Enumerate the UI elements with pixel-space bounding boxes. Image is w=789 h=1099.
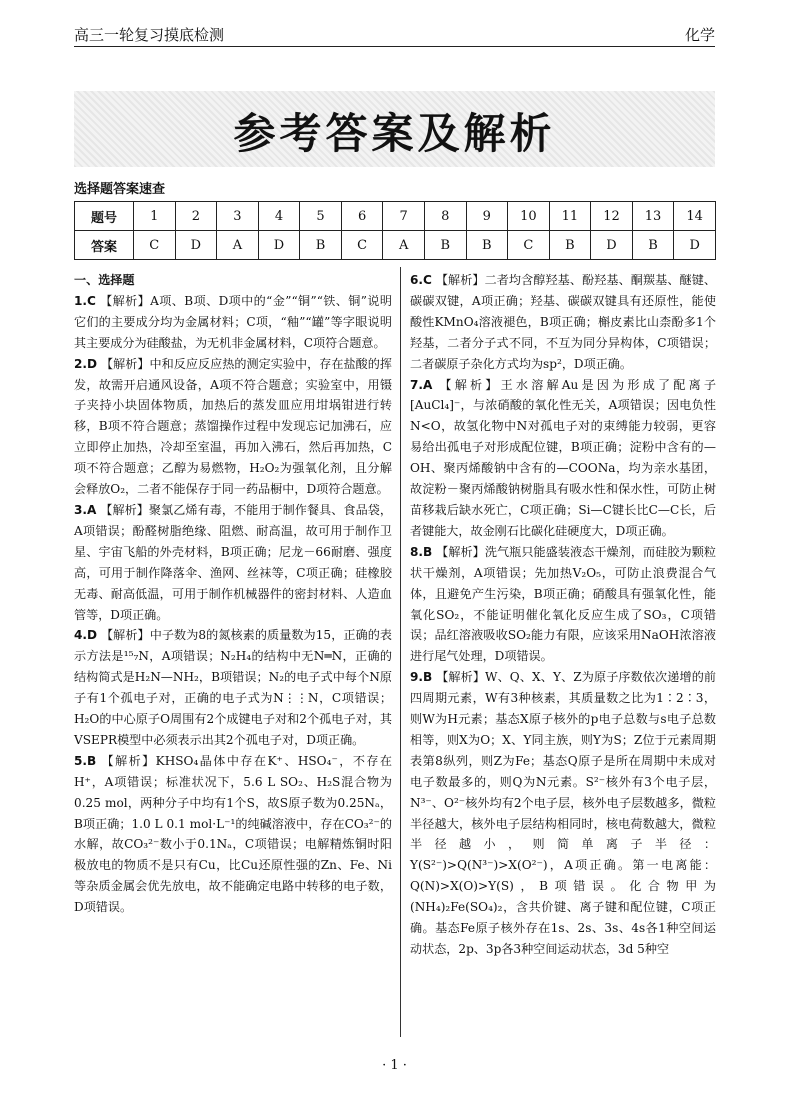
question-number-cell: 13 — [632, 202, 674, 231]
row-label-number: 题号 — [75, 202, 134, 231]
answer-table — [74, 201, 716, 260]
item-number-answer: 8.B — [410, 544, 433, 559]
row-label-answer: 答案 — [75, 231, 134, 260]
answer-cell: D — [175, 231, 217, 260]
section-title: 一、选择题 — [74, 273, 135, 287]
answer-cell: B — [632, 231, 674, 260]
answer-table-answer-row — [75, 231, 716, 260]
explanation-item — [74, 500, 392, 625]
item-number-answer: 9.B — [410, 670, 433, 685]
item-explanation-text: 【解析】KHSO₄晶体中存在K⁺、HSO₄⁻，不存在H⁺，A项错误；标准状况下，5.6 L SO₂、H₂S混合物为0.25 mol，两种分子中均有1个S，故S原子数为0.25Nₐ，B项正确；1.0 L 0.1 mol·L⁻¹的纯碱溶液中，存在CO₃²⁻的水解，故CO₃²⁻数小于0.1Nₐ，C项错误；电解精炼铜时阳极放电的物质不是只有Cu，比Cu还原性强的Zn、Fe、Ni等杂质金属会优先放电，故不能确定电路中转移的电子数，D项错误。 — [74, 753, 392, 915]
answer-cell: B — [466, 231, 508, 260]
answer-cell: D — [258, 231, 300, 260]
column-divider — [400, 267, 401, 1037]
question-number-cell: 11 — [549, 202, 591, 231]
right-column — [410, 270, 716, 960]
explanation-item — [410, 542, 716, 667]
item-number-answer: 6.C — [410, 273, 432, 287]
explanation-item — [410, 375, 716, 542]
answer-cell: B — [424, 231, 466, 260]
header-subject: 化学 — [684, 26, 715, 44]
banner-title: 参考答案及解析 — [233, 109, 556, 158]
item-number-answer: 3.A — [74, 502, 97, 517]
explanation-item — [410, 667, 716, 960]
answer-cell: C — [134, 231, 176, 260]
explanation-item — [410, 270, 716, 375]
question-number-cell: 12 — [591, 202, 633, 231]
question-number-cell: 5 — [300, 202, 342, 231]
question-number-cell: 3 — [217, 202, 259, 231]
answer-cell: B — [300, 231, 342, 260]
item-explanation-text: 【解析】W、Q、X、Y、Z为原子序数依次递增的前四周期元素，W有3种核素，其质量数之比为1∶2∶3，则W为H元素；基态X原子核外的p电子总数与s电子总数相等，则X为O；X、Y同主族，则Y为S；Z位于元素周期表第8纵列，则Z为Fe；基态Q原子是所在周期中未成对电子数最多的，则Q为N元素。S²⁻核外有3个电子层，N³⁻、O²⁻核外均有2个电子层，核外电子层数越多，微粒半径越大，核外电子层结构相同时，核电荷数越大，微粒半径越小，则简单离子半径：Y(S²⁻)>Q(N³⁻)>X(O²⁻)，A项正确。第一电离能：Q(N)>X(O)>Y(S)，B项错误。化合物甲为(NH₄)₂Fe(SO₄)₂，含共价键、离子键和配位键，C项正确。基态Fe原子核外存在1s、2s、3s、4s各1种空间运动状态，2p、3p各3种空间运动状态，3d 5种空 — [410, 670, 716, 956]
item-explanation-text: 【解析】洗气瓶只能盛装液态干燥剂，而硅胶为颗粒状干燥剂，A项错误；先加热V₂O₅，可防止浪费混合气体，且避免产生污染，B项正确；硝酸具有强氧化性，能氧化SO₂，不能证明催化氧化反应生成了SO₃，C项错误；品红溶液吸收SO₂能力有限，应该采用NaOH浓溶液进行尾气处理，D项错误。 — [410, 544, 716, 664]
item-number-answer: 2.D — [74, 356, 98, 371]
question-number-cell: 4 — [258, 202, 300, 231]
title-banner — [74, 91, 715, 167]
answer-cell: D — [674, 231, 716, 260]
page-number: · 1 · — [382, 1058, 407, 1073]
explanation-item — [74, 354, 392, 500]
question-number-cell: 8 — [424, 202, 466, 231]
left-column — [74, 270, 392, 918]
question-number-cell: 6 — [341, 202, 383, 231]
item-number-answer: 4.D — [74, 628, 98, 643]
explanation-item — [74, 291, 392, 354]
question-number-cell: 2 — [175, 202, 217, 231]
quick-answer-title: 选择题答案速查 — [74, 182, 166, 197]
item-explanation-text: 【解析】聚氯乙烯有毒，不能用于制作餐具、食品袋，A项错误；酚醛树脂绝缘、阻燃、耐高温，故可用于制作卫星、宇宙飞船的外壳材料，B项正确；尼龙－66耐磨、强度高，可用于制作降落伞、渔网、丝袜等，C项正确；硅橡胶无毒、耐高低温，可用于制作机械器件的密封材料、人造血管等，D项正确。 — [74, 502, 392, 622]
question-number-cell: 1 — [134, 202, 176, 231]
page-header — [74, 22, 715, 47]
item-number-answer: 7.A — [410, 377, 433, 392]
header-left-title: 高三一轮复习摸底检测 — [74, 26, 225, 44]
answer-table-number-row — [75, 202, 716, 231]
item-number-answer: 1.C — [74, 293, 96, 308]
answer-cell: D — [591, 231, 633, 260]
item-explanation-text: 【解析】中子数为8的氮核素的质量数为15，正确的表示方法是¹⁵₇N，A项错误；N₂H₄的结构中无N═N，正确的结构简式是H₂N—NH₂，B项错误；N₂的电子式中每个N原子有1个孤电子对，正确的电子式为N⋮⋮N，C项错误；H₂O的中心原子O周围有2个成键电子对和2个孤电子对，其VSEPR模型中必须表示出其2个孤电子对，D项正确。 — [74, 628, 392, 747]
item-explanation-text: 【解析】二者均含醇羟基、酚羟基、酮羰基、醚键、碳碳双键，A项正确；羟基、碳碳双键具有还原性，能使酸性KMnO₄溶液褪色，B项正确；槲皮素比山柰酚多1个羟基，二者分子式不同，不互为同分异构体，C项错误；二者碳原子杂化方式均为sp²，D项正确。 — [410, 273, 716, 371]
question-number-cell: 7 — [383, 202, 425, 231]
item-explanation-text: 【解析】A项、B项、D项中的“金”“铜”“铁、铜”说明它们的主要成分均为金属材料；C项，“釉”“罐”等字眼说明其主要成分为硅酸盐，为无机非金属材料，C项符合题意。 — [74, 293, 392, 350]
answer-cell: B — [549, 231, 591, 260]
question-number-cell: 10 — [508, 202, 550, 231]
question-number-cell: 9 — [466, 202, 508, 231]
answer-cell: A — [217, 231, 259, 260]
item-explanation-text: 【解析】中和反应反应热的测定实验中，存在盐酸的挥发，故需开启通风设备，A项不符合题意；实验室中，用镊子夹持小块固体物质，加热后的蒸发皿应用坩埚钳进行转移，B项不符合题意；蒸馏操作过程中发现忘记加沸石，应立即停止加热，冷却至室温，再加入沸石，然后再加热，C项不符合题意；乙醇为易燃物，H₂O₂为强氧化剂，且分解会释放O₂，二者不能保存于同一药品橱中，D项符合题意。 — [74, 356, 392, 497]
question-number-cell: 14 — [674, 202, 716, 231]
answer-cell: A — [383, 231, 425, 260]
answer-cell: C — [508, 231, 550, 260]
explanation-item — [74, 625, 392, 750]
item-explanation-text: 【解析】王水溶解Au是因为形成了配离子[AuCl₄]⁻，与浓硝酸的氧化性无关，A项错误；因电负性N<O，故氢化物中N对孤电子对的束缚能力较弱，更容易给出孤电子对形成配位键，B项正确；淀粉中含有的—OH、聚丙烯酸钠中含有的—COONa，均为亲水基团，故淀粉－聚丙烯酸钠树脂具有吸水性和保水性，可防止树苗移栽后缺水死亡，C项正确；Si—C键长比C—C长，后者键能大，故金刚石比碳化硅硬度大，D项正确。 — [410, 377, 716, 538]
item-number-answer: 5.B — [74, 753, 97, 768]
answer-cell: C — [341, 231, 383, 260]
explanation-item — [74, 751, 392, 918]
